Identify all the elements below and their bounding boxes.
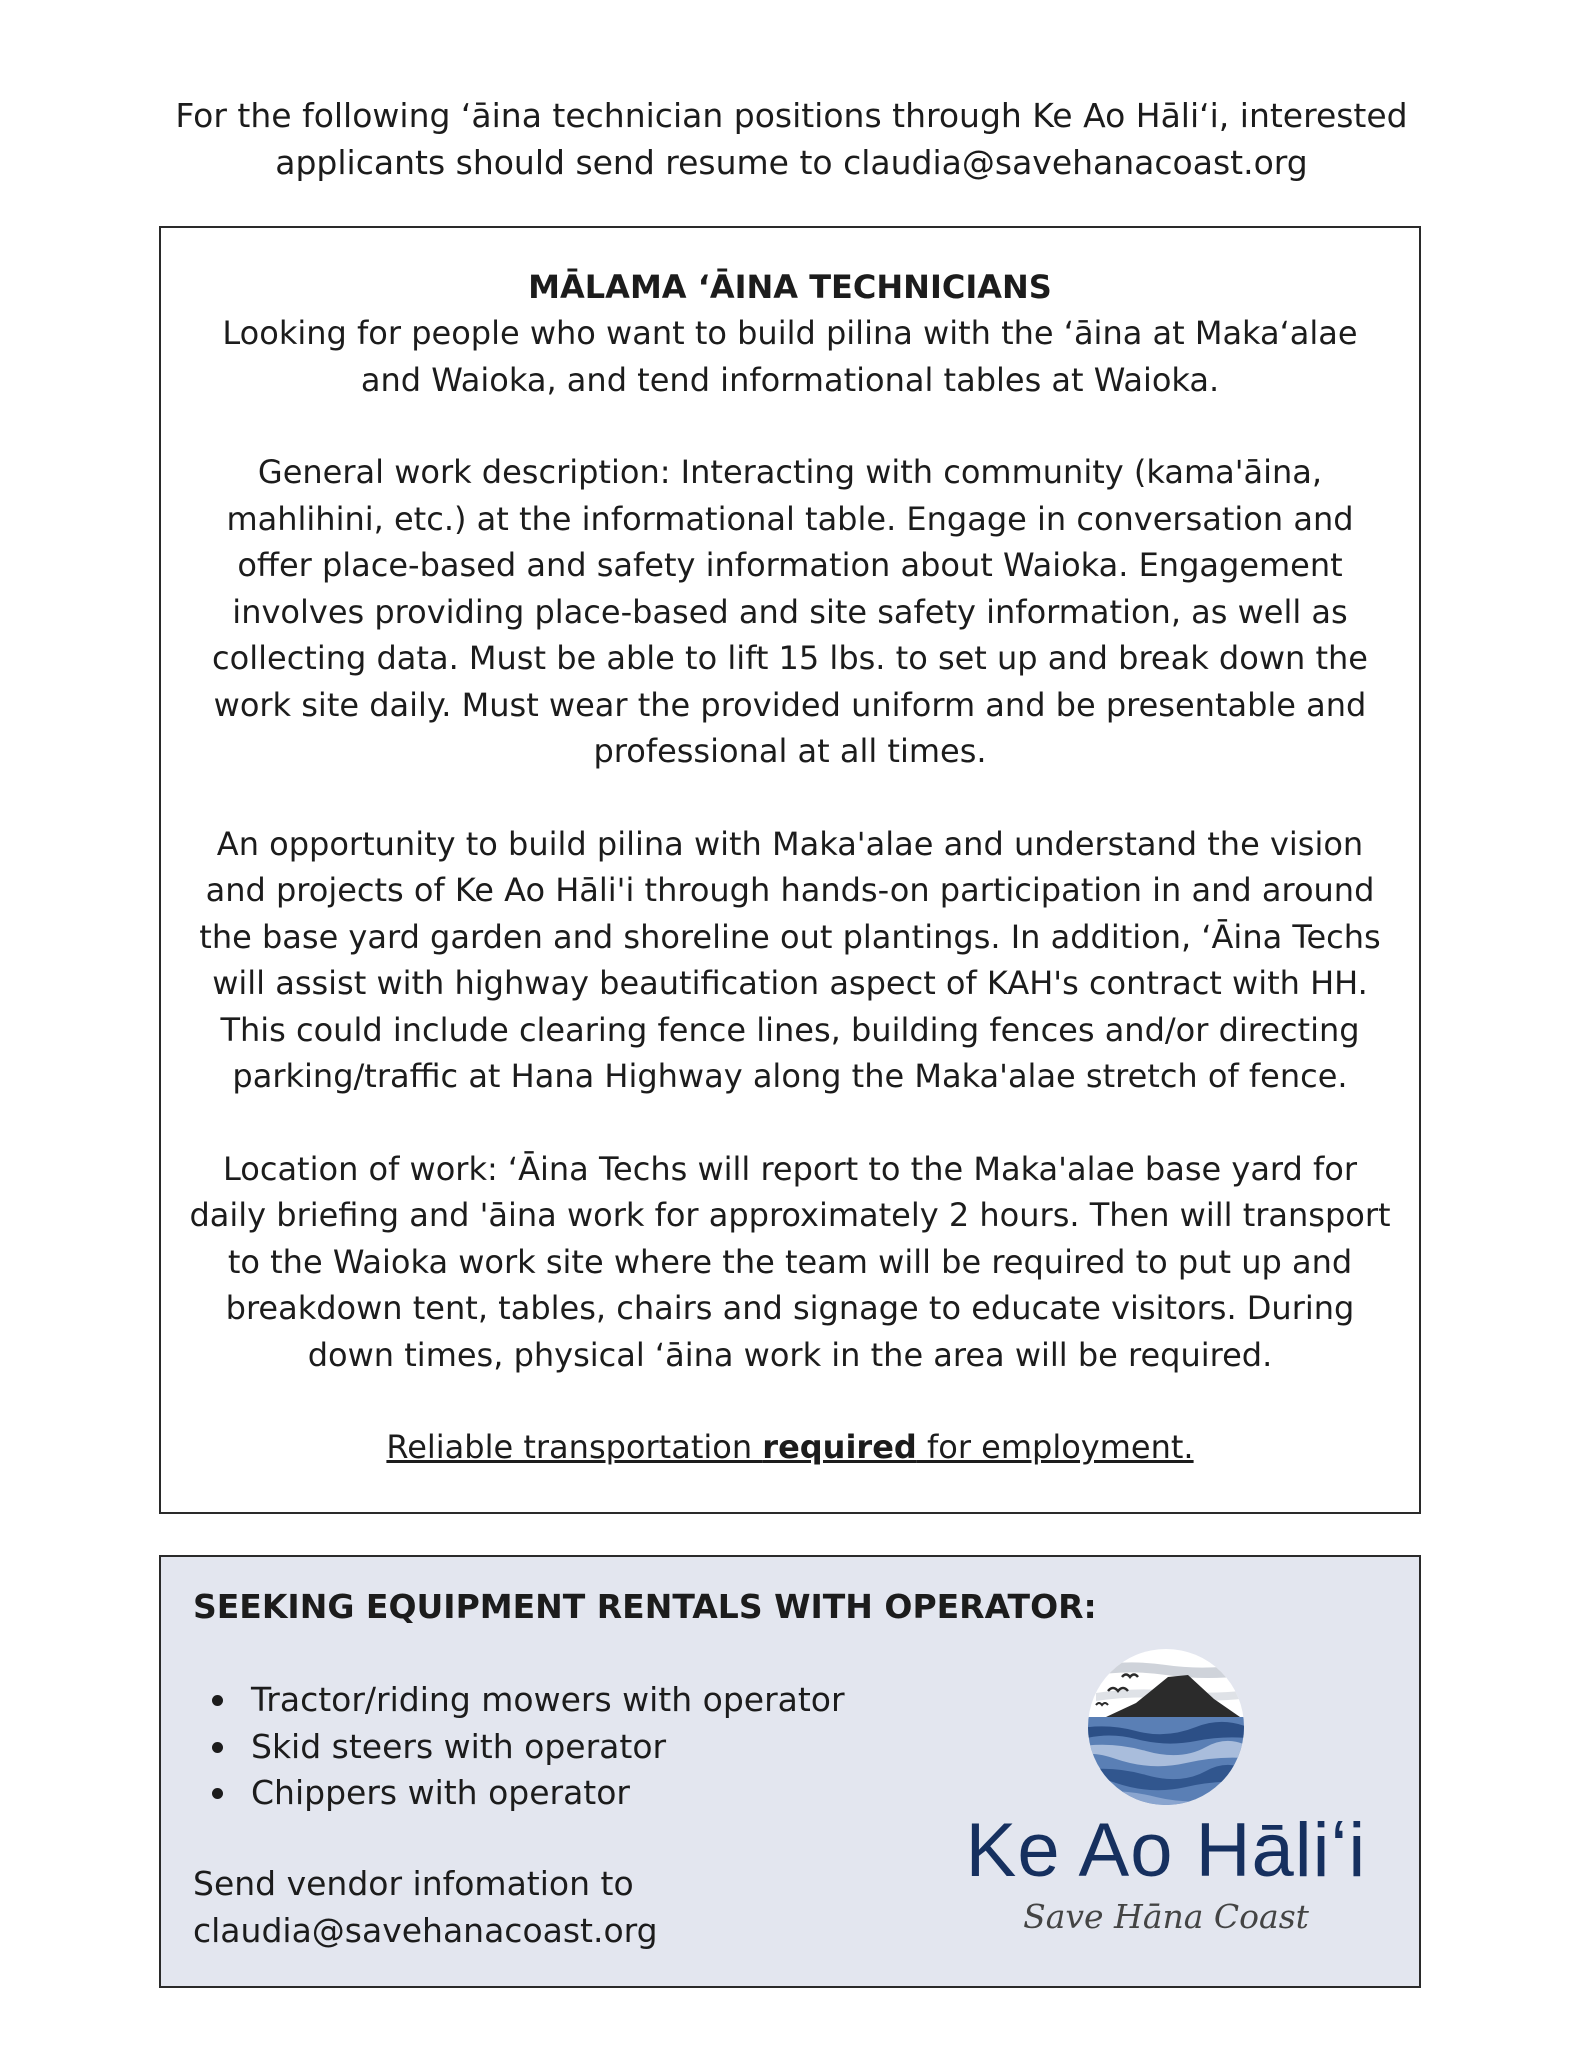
equipment-title: SEEKING EQUIPMENT RENTALS WITH OPERATOR:	[193, 1587, 1097, 1626]
job-opportunity: An opportunity to build pilina with Maka'alae and understand the vision and projects of Ke Ao Hāli'i through hands-on participation in and around the base yard garden and shoreline out plantings. In addition, ‘Āina Techs will assist with highway beautification aspect of KAH's contract with HH. This could include clearing fence lines, building fences and/or directing parking/traffic at Hana Highway along the Maka'alae stretch of fence.	[199, 824, 1381, 1095]
logo-subtitle: Save Hāna Coast	[1023, 1897, 1309, 1936]
req-text-bold: required	[762, 1428, 917, 1466]
ke-ao-hali-i-logo	[936, 1647, 1396, 1967]
req-text-before: Reliable transportation	[386, 1428, 763, 1466]
job-posting-box	[159, 226, 1421, 1514]
island-ocean-emblem-icon	[936, 1647, 1396, 1817]
list-item	[193, 1724, 845, 1771]
list-item-label: Chippers with operator	[251, 1773, 631, 1812]
intro-text	[160, 92, 1423, 186]
list-item	[193, 1770, 845, 1817]
equipment-list	[193, 1677, 845, 1817]
bullet-icon	[212, 1695, 223, 1706]
equipment-box	[159, 1555, 1421, 1988]
job-title: MĀLAMA ‘ĀINA TECHNICIANS	[528, 268, 1052, 306]
req-text-after: for employment.	[916, 1428, 1194, 1466]
job-lead: Looking for people who want to build pilina with the ‘āina at Maka‘alae and Waioka, and tend informational tables at Waioka.	[222, 314, 1358, 399]
intro-line-1: For the following ‘āina technician positions through Ke Ao Hāliʻi, interested	[175, 96, 1408, 135]
list-item-label: Skid steers with operator	[251, 1726, 667, 1766]
intro-line-2: applicants should send resume to claudia@savehanacoast.org	[275, 143, 1308, 182]
vendor-email: claudia@savehanacoast.org	[193, 1910, 658, 1950]
bullet-icon	[212, 1742, 223, 1753]
vendor-line-1: Send vendor infomation to	[193, 1864, 634, 1903]
job-location: Location of work: ‘Āina Techs will report to the Maka'alae base yard for daily briefing and 'āina work for approximately 2 hours. Then will transport to the Waioka work site where the team will be required to put up and breakdown tent, tables, chairs and signage to educate visitors. During down times, physical ‘āina work in the area will be required.	[189, 1149, 1391, 1374]
job-description: General work description: Interacting with community (kama'āina, mahlihini, etc.) at the informational table. Engage in conversation and offer place-based and safety information about Waioka. Engagement involves providing place-based and site safety information, as well as collecting data. Must be able to lift 15 lbs. to set up and break down the work site daily. Must wear the provided uniform and be presentable and professional at all times.	[212, 453, 1368, 770]
bullet-icon	[212, 1788, 223, 1799]
list-item-label: Tractor/riding mowers with operator	[251, 1680, 845, 1719]
logo-name: Ke Ao Hāliʻi	[965, 1808, 1367, 1893]
transportation-requirement	[189, 1424, 1391, 1471]
vendor-contact	[193, 1861, 658, 1954]
list-item	[193, 1677, 845, 1724]
